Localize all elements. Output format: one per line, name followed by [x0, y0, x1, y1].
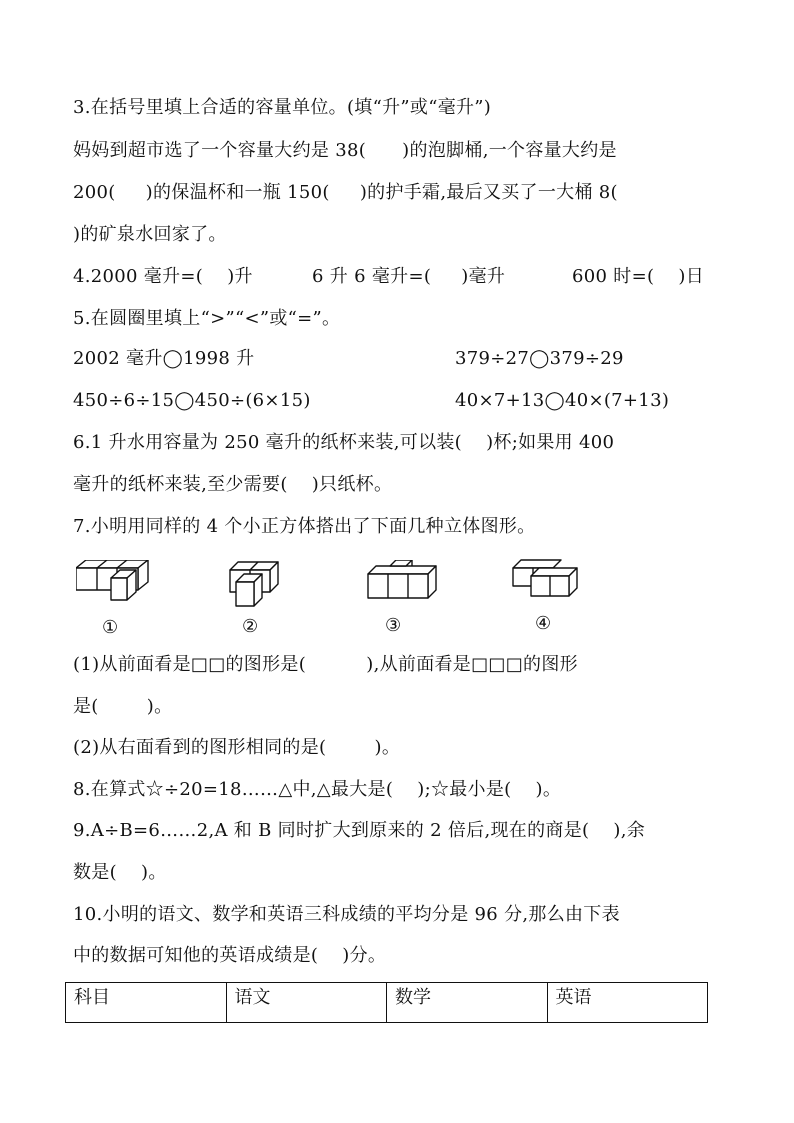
q3-line-1: 妈妈到超市选了一个容量大约是 38( )的泡脚桶,一个容量大约是 — [73, 140, 617, 161]
table-header-cell: 科目 — [66, 983, 227, 1023]
q9-line-1: 9.A÷B=6……2,A 和 B 同时扩大到原来的 2 倍后,现在的商是( ),余 — [73, 820, 646, 841]
q4-part-b: 6 升 6 毫升=( )毫升 — [312, 266, 506, 287]
q3-title: 3.在括号里填上合适的容量单位。(填“升”或“毫升”) — [73, 97, 492, 118]
cube-figure-1 — [76, 560, 154, 606]
cube-figure-2 — [228, 560, 284, 608]
q5-compare-b: 379÷27◯379÷29 — [455, 348, 624, 369]
q5-compare-c: 450÷6÷15◯450÷(6×15) — [73, 390, 311, 411]
q8: 8.在算式☆÷20=18……△中,△最大是( );☆最小是( )。 — [73, 779, 562, 800]
table-header-cell: 英语 — [547, 983, 708, 1023]
q5-compare-d: 40×7+13◯40×(7+13) — [455, 390, 670, 411]
q7-part1-line-2: 是( )。 — [73, 696, 173, 717]
q5-title: 5.在圆圈里填上“>”“<”或“=”。 — [73, 308, 341, 329]
figure-label-3: ③ — [385, 615, 402, 636]
table-row — [66, 983, 708, 1023]
q6-line-1: 6.1 升水用容量为 250 毫升的纸杯来装,可以装( )杯;如果用 400 — [73, 432, 615, 453]
score-table — [65, 982, 708, 1023]
q7-part2: (2)从右面看到的图形相同的是( )。 — [73, 737, 401, 758]
figure-label-2: ② — [242, 616, 259, 637]
table-header-cell: 语文 — [226, 983, 387, 1023]
table-header-cell: 数学 — [387, 983, 548, 1023]
q3-line-3: )的矿泉水回家了。 — [73, 224, 227, 245]
q5-compare-a: 2002 毫升◯1998 升 — [73, 348, 255, 369]
cube-figure-4 — [511, 558, 579, 598]
q7-title: 7.小明用同样的 4 个小正方体搭出了下面几种立体图形。 — [73, 516, 536, 537]
q10-line-1: 10.小明的语文、数学和英语三科成绩的平均分是 96 分,那么由下表 — [73, 904, 620, 925]
figure-label-4: ④ — [535, 613, 552, 634]
q7-part1-line-1: (1)从前面看是□□的图形是( ),从前面看是□□□的图形 — [73, 654, 578, 675]
q6-line-2: 毫升的纸杯来装,至少需要( )只纸杯。 — [73, 474, 393, 495]
cube-figure-3 — [366, 560, 442, 602]
q3-line-2: 200( )的保温杯和一瓶 150( )的护手霜,最后又买了一大桶 8( — [73, 182, 618, 203]
q4-part-c: 600 时=( )日 — [572, 266, 704, 287]
q4-part-a: 4.2000 毫升=( )升 — [73, 266, 253, 287]
q10-line-2: 中的数据可知他的英语成绩是( )分。 — [73, 945, 387, 966]
figure-label-1: ① — [102, 617, 119, 638]
q9-line-2: 数是( )。 — [73, 862, 167, 883]
